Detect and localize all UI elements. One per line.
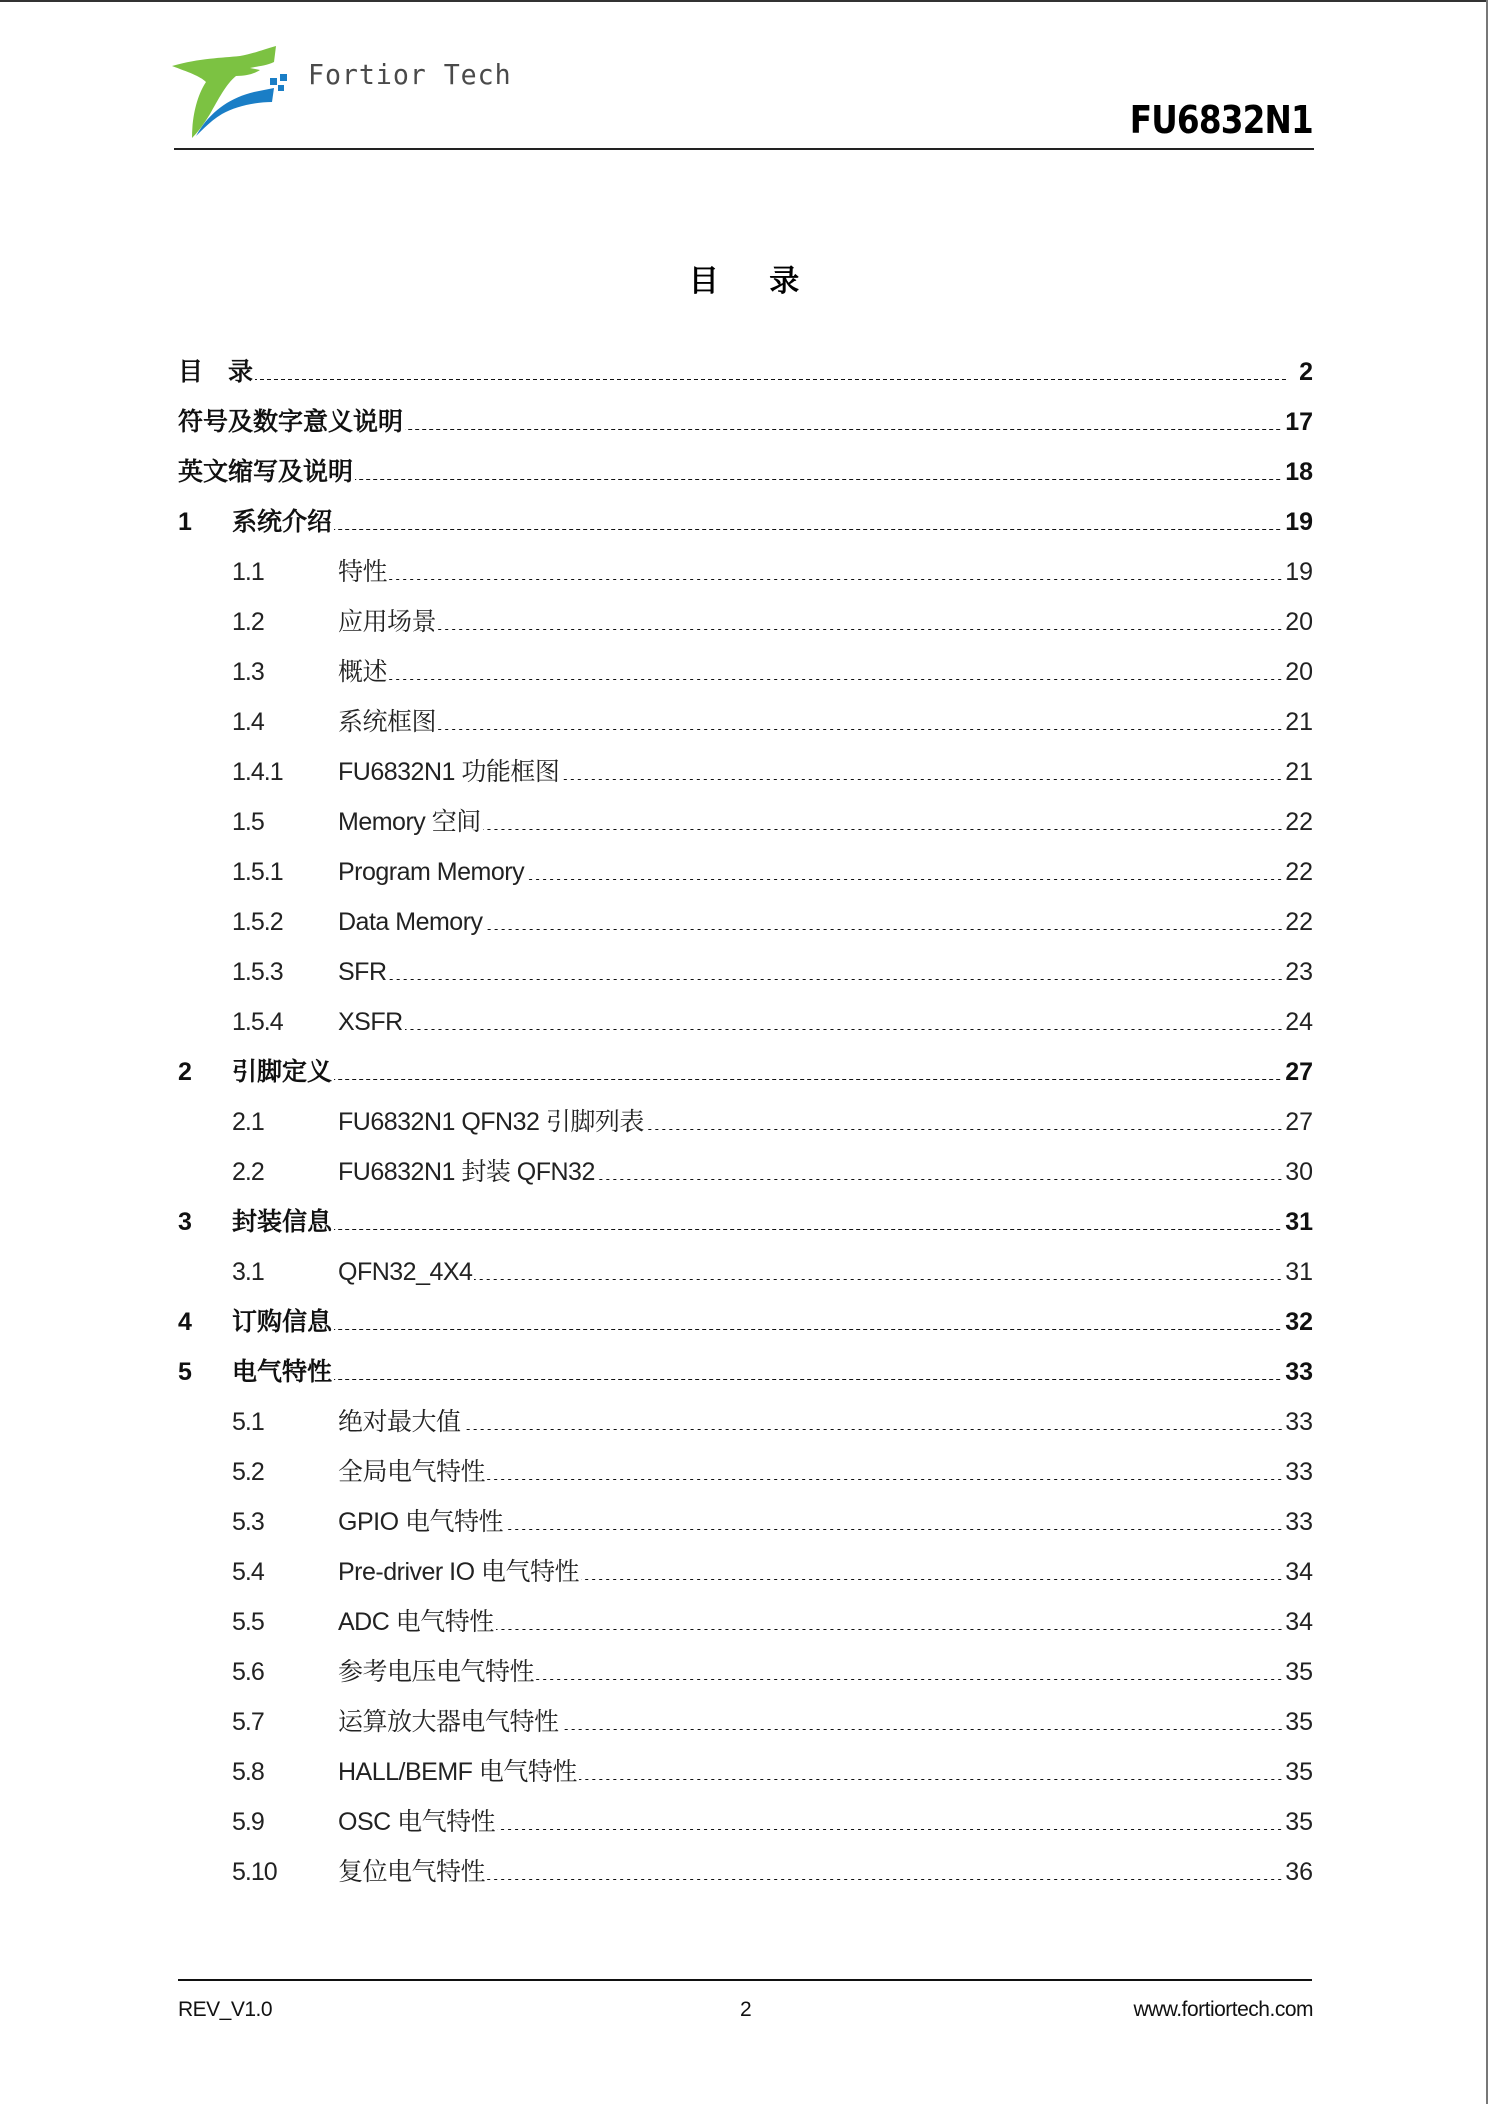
toc-entry[interactable] bbox=[178, 1340, 1313, 1390]
brand-name: Fortior Tech bbox=[308, 58, 512, 91]
toc-entry-label: 复位电气特性 bbox=[338, 1858, 486, 1886]
toc-entry-page: 35 bbox=[1285, 1758, 1313, 1786]
toc-entry-line bbox=[178, 604, 1313, 640]
toc-entry-line bbox=[178, 554, 1313, 590]
toc-entry[interactable] bbox=[178, 1590, 1313, 1640]
dot-leader bbox=[526, 879, 1283, 880]
toc-entry-label: OSC 电气特性 bbox=[338, 1808, 496, 1836]
toc-entry-number: 4 bbox=[178, 1308, 192, 1336]
dot-leader bbox=[389, 579, 1283, 580]
dot-leader bbox=[485, 929, 1284, 930]
toc-entry-number: 5.6 bbox=[232, 1658, 264, 1686]
dot-leader bbox=[646, 1129, 1283, 1130]
toc-entry-line bbox=[178, 854, 1313, 890]
toc-entry-page: 31 bbox=[1285, 1208, 1313, 1236]
toc-entry-label: 订购信息 bbox=[232, 1308, 333, 1336]
toc-entry[interactable] bbox=[178, 1090, 1313, 1140]
toc-entry-page: 34 bbox=[1285, 1558, 1313, 1586]
toc-entry-number: 1.1 bbox=[232, 558, 264, 586]
dot-leader bbox=[389, 979, 1284, 980]
toc-entry-label: 电气特性 bbox=[232, 1358, 333, 1386]
toc-entry-page: 20 bbox=[1285, 658, 1313, 686]
toc-entry-label: FU6832N1 功能框图 bbox=[338, 758, 560, 786]
toc-entry-label: 系统介绍 bbox=[232, 508, 333, 536]
toc-entry-line bbox=[178, 1104, 1313, 1140]
toc-entry-number: 5.2 bbox=[232, 1458, 264, 1486]
footer-page-number: 2 bbox=[740, 1998, 752, 2021]
toc-entry-line bbox=[178, 954, 1313, 990]
toc-entry[interactable] bbox=[178, 840, 1313, 890]
toc-entry[interactable] bbox=[178, 1440, 1313, 1490]
toc-entry-page: 22 bbox=[1285, 908, 1313, 936]
dot-leader bbox=[389, 679, 1283, 680]
toc-entry-page: 19 bbox=[1285, 508, 1313, 536]
toc-entry-line bbox=[178, 1004, 1313, 1040]
toc-entry-line bbox=[178, 504, 1313, 540]
toc-entry-line bbox=[178, 1854, 1313, 1890]
toc-entry-line bbox=[178, 654, 1313, 690]
toc-entry-label: 引脚定义 bbox=[232, 1058, 333, 1086]
dot-leader bbox=[487, 1479, 1283, 1480]
toc-entry-line bbox=[178, 1804, 1313, 1840]
toc-entry-line bbox=[178, 1204, 1313, 1240]
toc-entry-page: 21 bbox=[1285, 708, 1313, 736]
toc-entry[interactable] bbox=[178, 390, 1313, 440]
toc-entry-label: 封装信息 bbox=[232, 1208, 333, 1236]
toc-entry-page: 35 bbox=[1285, 1708, 1313, 1736]
dot-leader bbox=[561, 1729, 1284, 1730]
toc-entry-label: Program Memory bbox=[338, 858, 525, 886]
dot-leader bbox=[474, 1279, 1283, 1280]
toc-entry-number: 1.5 bbox=[232, 808, 264, 836]
dot-leader bbox=[536, 1679, 1283, 1680]
dot-leader bbox=[496, 1629, 1283, 1630]
toc-entry-number: 5.8 bbox=[232, 1758, 264, 1786]
dot-leader bbox=[483, 829, 1283, 830]
toc-entry-page: 27 bbox=[1285, 1058, 1313, 1086]
toc-entry[interactable] bbox=[178, 1490, 1313, 1540]
toc-entry-line bbox=[178, 704, 1313, 740]
toc-entry-page: 20 bbox=[1285, 608, 1313, 636]
footer-divider bbox=[178, 1979, 1312, 1981]
table-of-contents bbox=[178, 340, 1313, 1890]
toc-entry[interactable] bbox=[178, 790, 1313, 840]
toc-entry-label: 英文缩写及说明 bbox=[178, 458, 354, 486]
toc-entry-number: 2.2 bbox=[232, 1158, 264, 1186]
toc-entry[interactable] bbox=[178, 340, 1313, 390]
toc-entry-label: XSFR bbox=[338, 1008, 403, 1036]
toc-entry-label: Memory 空间 bbox=[338, 808, 481, 836]
toc-entry-page: 35 bbox=[1285, 1658, 1313, 1686]
toc-entry-line bbox=[178, 1654, 1313, 1690]
dot-leader bbox=[438, 629, 1283, 630]
toc-entry-line bbox=[178, 1054, 1313, 1090]
dot-leader bbox=[561, 779, 1283, 780]
toc-entry[interactable] bbox=[178, 1190, 1313, 1240]
toc-entry[interactable] bbox=[178, 740, 1313, 790]
dot-leader bbox=[463, 1429, 1284, 1430]
toc-entry-page: 22 bbox=[1285, 858, 1313, 886]
toc-entry[interactable] bbox=[178, 640, 1313, 690]
toc-entry[interactable] bbox=[178, 890, 1313, 940]
toc-entry-label: 概述 bbox=[338, 658, 388, 686]
toc-entry-label: HALL/BEMF 电气特性 bbox=[338, 1758, 577, 1786]
toc-entry-number: 5.1 bbox=[232, 1408, 264, 1436]
dot-leader bbox=[334, 529, 1283, 530]
toc-entry-label: ADC 电气特性 bbox=[338, 1608, 494, 1636]
dot-leader bbox=[581, 1579, 1283, 1580]
toc-entry-number: 2.1 bbox=[232, 1108, 264, 1136]
toc-entry[interactable] bbox=[178, 1740, 1313, 1790]
toc-entry[interactable] bbox=[178, 690, 1313, 740]
toc-entry-line bbox=[178, 354, 1313, 390]
toc-entry-line bbox=[178, 1704, 1313, 1740]
toc-entry-number: 1.3 bbox=[232, 658, 264, 686]
toc-entry-page: 33 bbox=[1285, 1358, 1313, 1386]
toc-entry-line bbox=[178, 1404, 1313, 1440]
toc-entry-line bbox=[178, 1354, 1313, 1390]
toc-entry-number: 5.3 bbox=[232, 1508, 264, 1536]
toc-entry-label: 系统框图 bbox=[338, 708, 437, 736]
toc-entry[interactable] bbox=[178, 540, 1313, 590]
dot-leader bbox=[505, 1529, 1283, 1530]
toc-entry-page: 31 bbox=[1285, 1258, 1313, 1286]
toc-entry-page: 32 bbox=[1285, 1308, 1313, 1336]
toc-entry-number: 1.5.4 bbox=[232, 1008, 283, 1036]
dot-leader bbox=[438, 729, 1283, 730]
dot-leader bbox=[487, 1879, 1283, 1880]
toc-entry-number: 3 bbox=[178, 1208, 192, 1236]
toc-entry-line bbox=[178, 404, 1313, 440]
dot-leader bbox=[597, 1179, 1283, 1180]
toc-entry-page: 2 bbox=[1299, 358, 1313, 386]
toc-entry-number: 1.5.2 bbox=[232, 908, 283, 936]
dot-leader bbox=[334, 1079, 1283, 1080]
toc-entry-label: Data Memory bbox=[338, 908, 483, 936]
toc-entry-line bbox=[178, 1154, 1313, 1190]
dot-leader bbox=[497, 1829, 1283, 1830]
toc-entry-page: 22 bbox=[1285, 808, 1313, 836]
dot-leader bbox=[255, 379, 1289, 380]
toc-entry-page: 21 bbox=[1285, 758, 1313, 786]
toc-entry-line bbox=[178, 1504, 1313, 1540]
toc-entry[interactable] bbox=[178, 440, 1313, 490]
toc-entry-number: 1.2 bbox=[232, 608, 264, 636]
toc-entry[interactable] bbox=[178, 990, 1313, 1040]
toc-entry-page: 34 bbox=[1285, 1608, 1313, 1636]
toc-entry-number: 5.5 bbox=[232, 1608, 264, 1636]
toc-entry-number: 5.10 bbox=[232, 1858, 277, 1886]
toc-entry-page: 36 bbox=[1285, 1858, 1313, 1886]
toc-entry-page: 27 bbox=[1285, 1108, 1313, 1136]
toc-entry-number: 2 bbox=[178, 1058, 192, 1086]
toc-entry-number: 1 bbox=[178, 508, 192, 536]
toc-entry-label: GPIO 电气特性 bbox=[338, 1508, 503, 1536]
toc-title: 目 录 bbox=[688, 264, 820, 300]
footer-revision: REV_V1.0 bbox=[178, 1998, 273, 2021]
toc-entry-line bbox=[178, 754, 1313, 790]
toc-entry[interactable] bbox=[178, 1540, 1313, 1590]
dot-leader bbox=[334, 1229, 1283, 1230]
toc-entry-number: 1.4 bbox=[232, 708, 264, 736]
toc-entry-label: 目 录 bbox=[178, 358, 254, 386]
toc-entry-line bbox=[178, 1554, 1313, 1590]
toc-entry-line bbox=[178, 1604, 1313, 1640]
toc-entry-label: SFR bbox=[338, 958, 387, 986]
dot-leader bbox=[405, 429, 1283, 430]
toc-entry[interactable] bbox=[178, 1790, 1313, 1840]
dot-leader bbox=[334, 1329, 1283, 1330]
toc-entry-label: QFN32_4X4 bbox=[338, 1258, 473, 1286]
toc-entry-label: FU6832N1 封装 QFN32 bbox=[338, 1158, 595, 1186]
toc-entry-label: 参考电压电气特性 bbox=[338, 1658, 535, 1686]
dot-leader bbox=[355, 479, 1283, 480]
fortior-logo-icon bbox=[170, 44, 292, 139]
toc-entry-line bbox=[178, 804, 1313, 840]
toc-entry-number: 3.1 bbox=[232, 1258, 264, 1286]
toc-entry-label: Pre-driver IO 电气特性 bbox=[338, 1558, 580, 1586]
toc-entry-number: 5.7 bbox=[232, 1708, 264, 1736]
toc-entry-label: 符号及数字意义说明 bbox=[178, 408, 404, 436]
toc-entry[interactable] bbox=[178, 590, 1313, 640]
document-id: FU6832N1 bbox=[1129, 98, 1313, 142]
toc-entry-number: 5.9 bbox=[232, 1808, 264, 1836]
toc-entry-number: 1.5.3 bbox=[232, 958, 283, 986]
toc-entry-number: 5 bbox=[178, 1358, 192, 1386]
toc-entry-page: 30 bbox=[1285, 1158, 1313, 1186]
footer-website: www.fortiortech.com bbox=[1133, 1998, 1313, 2021]
dot-leader bbox=[405, 1029, 1284, 1030]
toc-entry[interactable] bbox=[178, 1840, 1313, 1890]
toc-entry-label: 绝对最大值 bbox=[338, 1408, 461, 1436]
toc-entry[interactable] bbox=[178, 940, 1313, 990]
toc-entry[interactable] bbox=[178, 1390, 1313, 1440]
toc-entry-page: 23 bbox=[1285, 958, 1313, 986]
dot-leader bbox=[334, 1379, 1283, 1380]
toc-entry[interactable] bbox=[178, 1290, 1313, 1340]
toc-entry-number: 5.4 bbox=[232, 1558, 264, 1586]
toc-entry[interactable] bbox=[178, 1690, 1313, 1740]
toc-entry[interactable] bbox=[178, 1640, 1313, 1690]
toc-entry-line bbox=[178, 1304, 1313, 1340]
toc-entry[interactable] bbox=[178, 1140, 1313, 1190]
toc-entry-line bbox=[178, 1454, 1313, 1490]
toc-entry-label: 全局电气特性 bbox=[338, 1458, 486, 1486]
toc-entry-label: 特性 bbox=[338, 558, 388, 586]
toc-entry-page: 19 bbox=[1285, 558, 1313, 586]
toc-entry[interactable] bbox=[178, 490, 1313, 540]
toc-entry-line bbox=[178, 1254, 1313, 1290]
toc-entry-page: 35 bbox=[1285, 1808, 1313, 1836]
toc-entry-page: 33 bbox=[1285, 1508, 1313, 1536]
toc-entry-number: 1.5.1 bbox=[232, 858, 283, 886]
toc-entry-label: FU6832N1 QFN32 引脚列表 bbox=[338, 1108, 644, 1136]
toc-entry[interactable] bbox=[178, 1240, 1313, 1290]
toc-entry-line bbox=[178, 904, 1313, 940]
toc-entry-line bbox=[178, 1754, 1313, 1790]
toc-entry-page: 33 bbox=[1285, 1408, 1313, 1436]
toc-entry-label: 运算放大器电气特性 bbox=[338, 1708, 559, 1736]
page-border-top bbox=[0, 0, 1488, 2]
toc-entry-page: 18 bbox=[1285, 458, 1313, 486]
toc-entry-number: 1.4.1 bbox=[232, 758, 283, 786]
header-divider bbox=[174, 148, 1314, 150]
dot-leader bbox=[579, 1779, 1283, 1780]
toc-entry-label: 应用场景 bbox=[338, 608, 437, 636]
toc-entry[interactable] bbox=[178, 1040, 1313, 1090]
toc-entry-page: 33 bbox=[1285, 1458, 1313, 1486]
toc-entry-page: 24 bbox=[1285, 1008, 1313, 1036]
toc-entry-page: 17 bbox=[1285, 408, 1313, 436]
toc-entry-line bbox=[178, 454, 1313, 490]
